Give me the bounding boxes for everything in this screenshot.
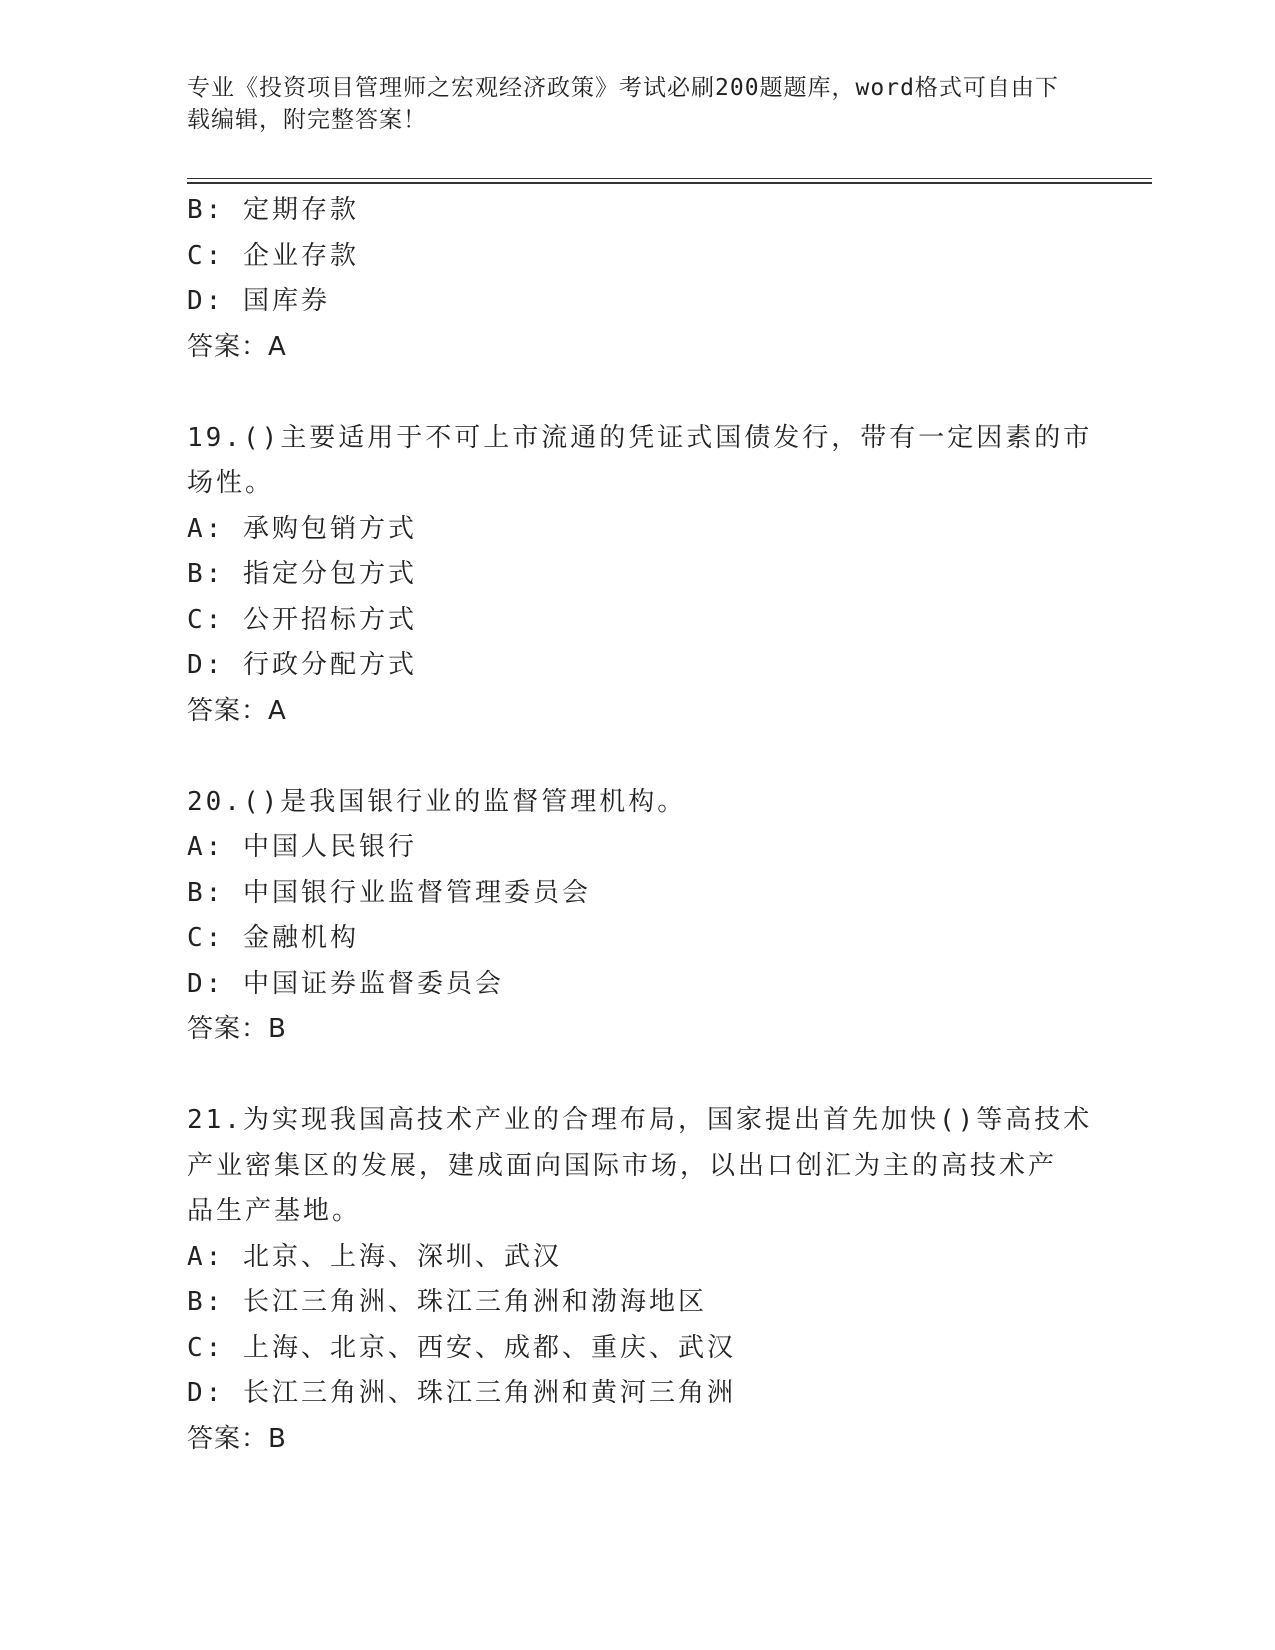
option-c: C: 上海、北京、西安、成都、重庆、武汉 bbox=[187, 1332, 736, 1363]
option-b: B: 中国银行业监督管理委员会 bbox=[187, 877, 591, 908]
option-b: B: 长江三角洲、珠江三角洲和渤海地区 bbox=[187, 1287, 707, 1317]
spacer bbox=[187, 1053, 1087, 1099]
option-d: D: 长江三角洲、珠江三角洲和黄河三角洲 bbox=[187, 1378, 736, 1408]
header-divider-thick bbox=[187, 182, 1152, 184]
option-d: D: 中国证券监督委员会 bbox=[187, 968, 504, 999]
option-b: B: 定期存款 bbox=[187, 195, 359, 225]
question-19 bbox=[187, 416, 1093, 735]
answer-line: 答案：A bbox=[187, 695, 287, 726]
spacer bbox=[187, 370, 1087, 416]
question-18-continued bbox=[187, 188, 1087, 370]
header-divider-thin bbox=[187, 178, 1152, 179]
question-stem: 场性。 bbox=[187, 468, 275, 498]
question-stem: 品生产基地。 bbox=[187, 1196, 362, 1226]
option-a: A: 中国人民银行 bbox=[187, 832, 417, 862]
question-list bbox=[187, 188, 1093, 1462]
question-stem: 产业密集区的发展，建成面向国际市场，以出口创汇为主的高技术产 bbox=[187, 1150, 1058, 1181]
question-stem: 20.()是我国银行业的监督管理机构。 bbox=[187, 786, 687, 817]
question-stem: 19.()主要适用于不可上市流通的凭证式国债发行，带有一定因素的市 bbox=[187, 422, 1093, 453]
option-c: C: 金融机构 bbox=[187, 923, 359, 953]
option-c: C: 公开招标方式 bbox=[187, 604, 417, 635]
answer-line: 答案：B bbox=[187, 1423, 287, 1454]
document-header: 专业《投资项目管理师之宏观经济政策》考试必刷200题题库，word格式可自由下载编辑，附完整答案！ bbox=[187, 75, 1059, 133]
question-stem: 21.为实现我国高技术产业的合理布局，国家提出首先加快()等高技术 bbox=[187, 1105, 1093, 1135]
option-a: A: 承购包销方式 bbox=[187, 513, 417, 544]
answer-line: 答案：A bbox=[187, 331, 287, 362]
option-c: C: 企业存款 bbox=[187, 240, 359, 271]
option-d: D: 国库券 bbox=[187, 286, 330, 316]
question-20 bbox=[187, 780, 1087, 1053]
question-21 bbox=[187, 1098, 1093, 1462]
option-a: A: 北京、上海、深圳、武汉 bbox=[187, 1241, 562, 1272]
answer-line: 答案：B bbox=[187, 1014, 287, 1044]
option-b: B: 指定分包方式 bbox=[187, 559, 417, 589]
option-d: D: 行政分配方式 bbox=[187, 650, 417, 680]
spacer bbox=[187, 734, 1087, 780]
